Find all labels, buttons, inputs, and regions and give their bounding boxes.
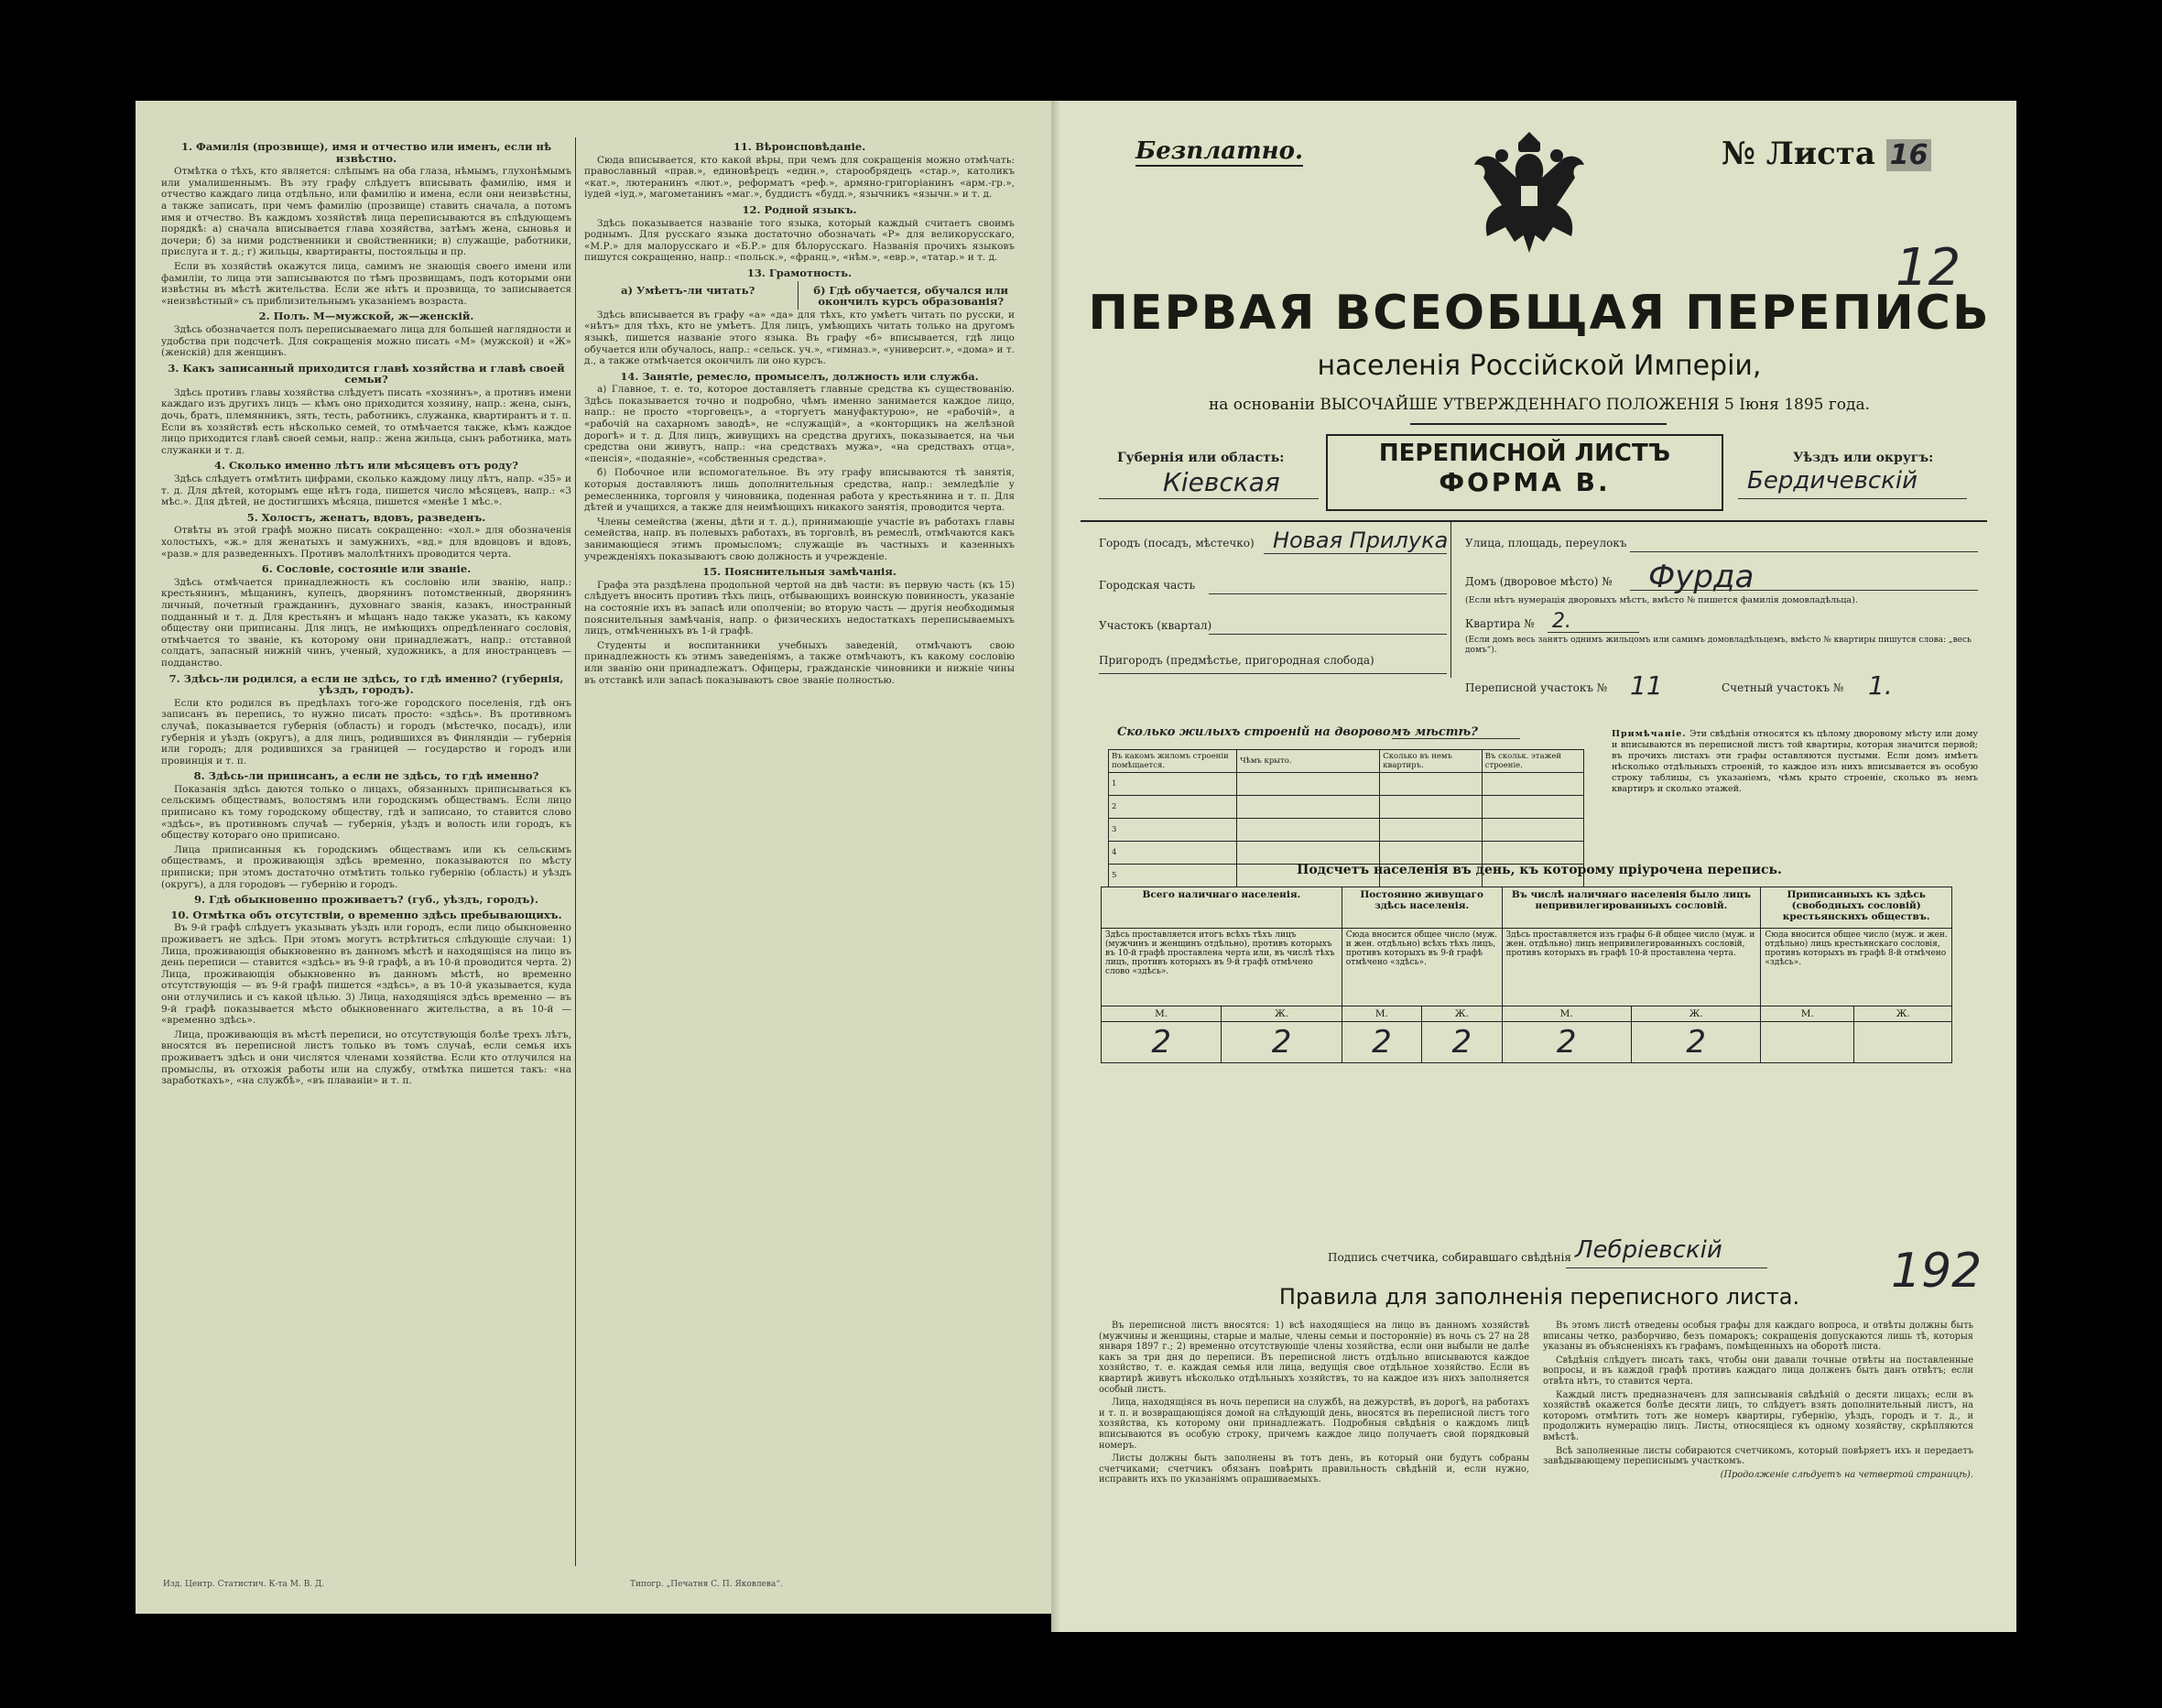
house-label: Домъ (дворовое мѣсто) № [1465,575,1613,588]
sex-label: М. [1502,1006,1631,1022]
summary-value: 2 [1102,1022,1222,1063]
summary-header: Въ числѣ наличнаго населенія было лицъ непривилегированныхъ сословій. [1502,887,1761,929]
section-heading: 6. Сословіе, состояніе или званіе. [261,562,472,576]
section-heading: 11. Вѣроисповѣданіе. [733,140,866,153]
sex-label: М. [1102,1006,1222,1022]
count-area-label: Счетный участокъ № [1722,681,1844,694]
main-title: ПЕРВАЯ ВСЕОБЩАЯ ПЕРЕПИСЬ [1088,286,1991,341]
sex-label: М. [1342,1006,1421,1022]
section-heading: 9. Гдѣ обыкновенно проживаетъ? (губ., уѣздъ, городъ). [194,893,538,907]
section-heading: 7. Здѣсь-ли родился, а если не здѣсь, то гдѣ именно? (губернія, уѣздъ, городъ). [168,671,564,697]
city-line [1264,553,1447,554]
summary-note: Сюда вносится общее число (муж. и жен. отдѣльно) лицъ крестьянскаго сословія, противъ которыхъ въ графѣ 8-й отмѣчено «здѣсь». [1761,929,1952,1006]
section-heading: 10. Отмѣтка объ отсутствіи, о временно здѣсь пребывающихъ. [170,908,562,921]
section-heading: 13. Грамотность. [746,266,853,279]
summary-note: Здѣсь проставляется изъ графы 6-й общее число (муж. и жен. отдѣльно) лицъ непривилегированныхъ сословій, противъ которыхъ въ графѣ 10-й проставлена черта. [1502,929,1761,1006]
summary-value: 2 [1631,1022,1760,1063]
buildings-row-num: 2 [1109,796,1237,819]
signature-label: Подпись счетчика, собиравшаго свѣдѣнія [1328,1251,1571,1264]
section-heading: б) Гдѣ обучается, обучался или окончилъ курсъ образованія? [813,283,1009,309]
city-part-label: Городская часть [1099,579,1196,592]
subtitle: населенія Россійской Имперіи, [1317,350,1762,382]
signature-line [1566,1267,1767,1268]
summary-header: Всего наличнаго населенія. [1102,887,1342,929]
gubernia-value: Кіевская [1163,467,1280,497]
buildings-row-num: 1 [1109,773,1237,796]
rules-column-1: Въ переписной листъ вносятся: 1) всѣ находящіеся на лицо въ данномъ хозяйствѣ (мужчины и женщины, старые и малые, члены семьи и посторонніе) въ ночь съ 27 на 28 января 1897 г.; 2) временно отсутствующіе члены хозяйства, если они выбыли не далѣе какъ за три дня до переписи. Въ переписной листъ отдѣльно вписываются каждое хозяйство, т. е. каждая семья или лица, ведущія свое отдѣльное хозяйство. Если въ квартирѣ живутъ нѣсколько отдѣльныхъ хозяйствъ, то на каждое изъ нихъ заполняется особый листъ. Лица, находящіяся въ ночь переписи на службѣ, на дежурствѣ, въ дорогѣ, на работахъ и т. п. и возвращающіяся домой на слѣдующій день, вносятся въ переписной листъ того хозяйства, къ которому они принадлежатъ. Подробныя свѣдѣнія о каждомъ лицѣ вписываются въ особую строку, причемъ каждое лицо получаетъ свой порядковый номеръ. Листы должны быть заполнены въ тотъ день, въ который они будутъ собраны счетчиками; счетчикъ обязанъ повѣрить правильность свѣдѣній и, если нужно, исправить ихъ по указаніямъ опрашиваемыхъ. [1099,1321,1529,1485]
sheet-no-value: 16 [1886,139,1932,171]
city-part-line [1209,593,1447,594]
census-area-label: Переписной участокъ № [1465,681,1608,694]
rules-footer: (Продолженіе слѣдуетъ на четвертой страницѣ). [1720,1469,1973,1480]
summary-value: 2 [1422,1022,1502,1063]
summary-value: 2 [1342,1022,1421,1063]
sex-label: М. [1761,1006,1854,1022]
rules-title: Правила для заполненія переписного листа. [1278,1284,1800,1310]
summary-note: Сюда вносится общее число (муж. и жен. отдѣльно) всѣхъ тѣхъ лицъ, противъ которыхъ въ 9-й графѣ отмѣчено «здѣсь». [1342,929,1502,1006]
header-block [1081,440,1987,502]
summary-header: Постоянно живущаго здѣсь населенія. [1342,887,1502,929]
buildings-question: Сколько жилыхъ строеній на дворовомъ мѣстѣ? [1117,725,1478,739]
column-divider [575,137,576,1566]
street-label: Улица, площадь, переулокъ [1465,537,1627,549]
plot-line [1209,634,1447,635]
buildings-row-num: 4 [1109,842,1237,865]
left-page [136,101,1062,1614]
gubernia-line [1099,498,1319,499]
house-note: (Если нѣтъ нумерація дворовыхъ мѣстъ, вмѣсто № пишется фамилія домовладѣльца). [1465,595,1858,605]
signature-value: Лебріевскій [1575,1236,1722,1264]
right-page [1062,101,2016,1632]
section-heading: 3. Какъ записанный приходится главѣ хозяйства и главѣ своей семьи? [168,361,565,386]
apt-label: Квартира № [1465,617,1535,630]
free-label: Безплатно. [1135,137,1303,165]
summary-header: Приписанныхъ къ здѣсь (свободныхъ сословій) крестьянскихъ обществъ. [1761,887,1952,929]
form-title: ФОРМА В. [1439,467,1611,497]
basis-line: на основаніи ВЫСОЧАЙШЕ УТВЕРЖДЕННАГО ПОЛОЖЕНІЯ 5 Іюня 1895 года. [1208,396,1871,414]
rules-column-2: Въ этомъ листѣ отведены особыя графы для каждаго вопроса, и отвѣты должны быть вписаны четко, разборчиво, безъ помарокъ; сокращенія допускаются лишь тѣ, которыя указаны въ объясненіяхъ къ графамъ, помѣщенныхъ на оборотѣ листа. Свѣдѣнія слѣдуетъ писать такъ, чтобы они давали точные отвѣты на поставленные вопросы, и въ каждой графѣ противъ каждаго лица долженъ быть данъ отвѣтъ; если отвѣта нѣтъ, то ставится черта. Каждый листъ предназначенъ для записыванія свѣдѣній о десяти лицахъ; если въ хозяйствѣ окажется болѣе десяти лицъ, то слѣдуетъ взять дополнительный листъ, на которомъ отмѣтить тотъ же номеръ квартиры, губернію, уѣздъ, городъ и т. д., и продолжить нумерацію лицъ. Листы, относящіеся къ одному хозяйству, скрѣпляются вмѣстѣ. Всѣ заполненные листы собираются счетчикомъ, который повѣряетъ ихъ и передаетъ завѣдывающему переписнымъ участкомъ. (Продолженіе слѣдуетъ на четвертой страницѣ). [1543,1321,1973,1480]
gubernia-label: Губернія или область: [1117,451,1285,465]
section-heading: 4. Сколько именно лѣтъ или мѣсяцевъ отъ роду? [214,459,518,473]
apt-value: 2. [1552,610,1571,633]
city-label: Городъ (посадъ, мѣстечко) [1099,537,1255,549]
section-heading: 5. Холостъ, женатъ, вдовъ, разведенъ. [246,510,486,524]
buildings-row-num: 3 [1109,819,1237,842]
buildings-header: Чѣмъ крыто. [1237,750,1380,773]
count-area-value: 1. [1868,670,1893,701]
summary-value: 2 [1222,1022,1342,1063]
suburb-line [1099,673,1447,674]
sheet-title: ПЕРЕПИСНОЙ ЛИСТЪ [1378,440,1671,467]
census-area-value: 11 [1630,670,1663,701]
sex-label: Ж. [1422,1006,1502,1022]
summary-value: 2 [1502,1022,1631,1063]
buildings-row-num: 5 [1109,865,1237,887]
section-heading: 8. Здѣсь-ли приписанъ, а если не здѣсь, то гдѣ именно? [193,769,539,783]
sheet-title-box [1326,434,1723,511]
apt-note: (Если домъ весь занятъ однимъ жильцомъ или самимъ домовладѣльцемъ, вмѣсто № квартиры пишутся слова: „весь домъ“). [1465,636,1972,655]
summary-value [1761,1022,1854,1063]
house-line [1630,590,1978,591]
handwritten-page-number: 192 [1891,1244,1983,1299]
summary-note: Здѣсь проставляется итогъ всѣхъ тѣхъ лицъ (мужчинъ и женщинъ отдѣльно), противъ которыхъ въ 10-й графѣ проставлена черта или, въ числѣ тѣхъ лицъ, противъ которыхъ въ 9-й графѣ отмѣчено слово «здѣсь». [1102,929,1342,1006]
section-heading: а) Умѣетъ-ли читать? [621,283,755,297]
section-heading: 12. Родной языкъ. [742,202,857,216]
summary-value [1854,1022,1952,1063]
buildings-header: Въ какомъ жиломъ строеніи помѣщается. [1109,750,1237,773]
plot-label: Участокъ (квартал) [1099,619,1212,632]
uezd-label: Уѣздъ или округъ: [1793,451,1934,465]
sheet-no-label: № Листа 16 [1722,136,1931,172]
section-heading: 15. Пояснительныя замѣчанія. [702,565,896,579]
address-divider [1450,522,1451,678]
summary-table [1101,887,1952,1063]
buildings-header: Въ скольк. этажей строеніе. [1482,750,1583,773]
sex-label: Ж. [1222,1006,1342,1022]
apt-line [1548,632,1639,633]
city-value: Новая Прилука [1273,528,1449,553]
house-value: Фурда [1648,559,1755,595]
footer-left: Изд. Центр. Статистич. К-та М. В. Д. [163,1580,325,1589]
section-heading: 14. Занятіе, ремесло, промыселъ, должность или служба. [620,369,979,383]
buildings-note: Примѣчаніе. Эти свѣдѣнія относятся къ цѣлому дворовому мѣсту или дому и вписываются въ переписной листъ той квартиры, которая значится первой; въ прочихъ листахъ эти графы оставляются пустыми. Если домъ имѣетъ нѣсколько отдѣльныхъ строеній, то каждое изъ нихъ вписывается въ особую строку таблицы, съ указаніемъ, чѣмъ крыто строеніе, сколько въ немъ квартиръ и сколько этажей. [1612,729,1978,794]
section-heading: 2. Полъ. М—мужской, ж—женскій. [258,310,474,323]
double-headed-eagle-icon [1465,128,1593,266]
sex-label: Ж. [1854,1006,1952,1022]
instructions-column-1: 1. Фамилія (прозвище), имя и отчество или именъ, если нѣ извѣстно. Отмѣтка о тѣхъ, кто является: слѣпымъ на оба глаза, нѣмымъ, глухонѣмымъ или умалишеннымъ. Въ эту графу слѣдуетъ вписывать фамилію, имя и отчество каждаго лица отдѣльно, или фамилію и имена, если они неизвѣстны, а также записать, при чемъ фамилію (прозвище) ставить сначала, а потомъ имя и отчество. Въ каждомъ хозяйствѣ лица переписываются въ слѣдующемъ порядкѣ: а) сначала вписывается глава хозяйства, затѣмъ жена, сыновья и дочери; б) за ними родственники и свойственники; в) служащіе, работники, прислуга и т. д.; г) жильцы, квартиранты, постояльцы и пр. Если въ хозяйствѣ окажутся лица, самимъ не знающія своего имени или фамиліи, то лица эти записываются по тѣмъ прозвищамъ, подъ которыми они извѣстны въ мѣстѣ жительства. Если же нѣтъ и прозвища, то записывается «неизвѣстный» съ приблизительнымъ указаніемъ возраста. 2. Полъ. М—мужской, ж—женскій. Здѣсь обозначается полъ переписываемаго лица для большей наглядности и удобства при подсчетѣ. Для сокращенія можно писать «М» (мужской) и «Ж» (женскій) для женщинъ. 3. Какъ записанный приходится главѣ хозяйства и главѣ своей семьи? Здѣсь противъ главы хозяйства слѣдуетъ писать «хозяинъ», а противъ имени каждаго изъ другихъ лицъ — кѣмъ оно приходится хозяину, напр.: жена, сынъ, дочь, братъ, племянникъ, зять, тесть, работникъ, служанка, квартирантъ и т. п. Если въ хозяйствѣ есть нѣсколько семей, то отмѣчается также, кѣмъ каждое лицо приходится главѣ своей семьи, напр.: жена жильца, сынъ работника, мать служанки и т. д. 4. Сколько именно лѣтъ или мѣсяцевъ отъ роду? Здѣсь слѣдуетъ отмѣтить цифрами, сколько каждому лицу лѣтъ, напр. «35» и т. д. Для дѣтей, которымъ еще нѣтъ года, пишется число мѣсяцевъ, напр.: «3 мѣс.». Для дѣтей, не достигшихъ мѣсяца, пишется «менѣе 1 мѣс.». 5. Холостъ, женатъ, вдовъ, разведенъ. Отвѣты въ этой графѣ можно писать сокращенно: «хол.» для обозначенія холостыхъ, «ж.» для женатыхъ и замужнихъ, «вд.» для вдовцовъ и вдовъ, «разв.» для разведенныхъ. Противъ малолѣтнихъ проводится черта. 6. Сословіе, состояніе или званіе. Здѣсь отмѣчается принадлежность къ сословію или званію, напр.: крестьянинъ, мѣщанинъ, купецъ, дворянинъ потомственный, дворянинъ личный, почетный гражданинъ, духовнаго званія, казакъ, иностранный подданный и т. д. Для крестьянъ и мѣщанъ надо также указать, къ какому обществу они приписаны. Для лицъ, не имѣющихъ опредѣленнаго сословія, отмѣчается то званіе, къ которому они принадлежатъ, напр.: отставной солдатъ, запасный нижній чинъ, ученый, художникъ, а для иностранцевъ — подданство. 7. Здѣсь-ли родился, а если не здѣсь, то гдѣ именно? (губернія, уѣздъ, городъ). Если кто родился въ предѣлахъ того-же городского поселенія, гдѣ онъ записанъ въ перепись, то нужно писать просто: «здѣсь». Въ противномъ случаѣ, показывается губернія (область) и городъ (мѣстечко, посадъ), или губернія и уѣздъ (округъ), а для лицъ, родившихся въ Финляндіи — губернія или городъ; для родившихся за границей — государство и городъ или провинція и т. п. 8. Здѣсь-ли приписанъ, а если не здѣсь, то гдѣ именно? Показанія здѣсь даются только о лицахъ, обязанныхъ приписываться къ сельскимъ обществамъ, волостямъ или городскимъ обществамъ. Если лицо приписано къ тому городскому обществу, гдѣ и записано, то ставится слово «здѣсь», въ противномъ случаѣ — губернія, уѣздъ и волость или городъ, къ обществу котораго оно приписано. Лица приписанныя къ городскимъ обществамъ или къ сельскимъ обществамъ, и проживающія здѣсь временно, показываются по мѣсту приписки; при этомъ достаточно отмѣтить только губернію (область) и уѣздъ (округъ), а для городовъ — губернію и городъ. 9. Гдѣ обыкновенно проживаетъ? (губ., уѣздъ, городъ). 10. Отмѣтка объ отсутствіи, о временно здѣсь пребывающихъ. Въ 9-й графѣ слѣдуетъ указывать уѣздъ или городъ, если лицо обыкновенно проживаетъ не здѣсь. При этомъ могутъ встрѣтиться слѣдующіе случаи: 1) Лица, проживающія обыкновенно въ данномъ мѣстѣ и находящіяся на лицо въ день переписи — ставится «здѣсь» въ 9-й графѣ, а въ 10-й проводится черта. 2) Лица, проживающія обыкновенно въ данномъ мѣстѣ, но временно отсутствующія — въ 9-й графѣ пишется «здѣсь», а въ 10-й указывается, куда они отлучились и съ какой цѣлью. 3) Лица, находящіяся здѣсь временно — въ 9-й графѣ показывается мѣсто обыкновеннаго жительства, а въ 10-й — «временно здѣсь». Лица, проживающія въ мѣстѣ переписи, но отсутствующія болѣе трехъ лѣтъ, вносятся въ переписной листъ только въ томъ случаѣ, если семья ихъ проживаетъ здѣсь и они числятся членами хозяйства. Если кто отлучился на промыслы, въ отхожія работы или на службу, отмѣтка пишется такъ: «на заработкахъ», «на службѣ», «въ плаваніи» и т. п. [161,140,571,1087]
summary-title: Подсчетъ населенія въ день, къ которому пріурочена перепись. [1297,863,1782,877]
buildings-header: Сколько въ немъ квартиръ. [1380,750,1483,773]
corner-number: 12 [1896,238,1961,298]
buildings-line [1392,738,1520,739]
uezd-line [1738,498,1967,499]
uezd-value: Бердичевскій [1747,467,1918,495]
sex-label: Ж. [1631,1006,1760,1022]
section-heading: 1. Фамилія (прозвище), имя и отчество или именъ, если нѣ извѣстно. [180,140,552,165]
title-rule [1410,423,1667,425]
footer-right: Типогр. „Печатня С. П. Яковлева“. [630,1580,783,1589]
suburb-label: Пригородъ (предмѣстье, пригородная слобода) [1099,654,1374,667]
instructions-column-2: 11. Вѣроисповѣданіе. Сюда вписывается, кто какой вѣры, при чемъ для сокращенія можно отмѣчать: православный «прав.», единовѣрецъ «един.», старообрядецъ «стар.», католикъ «кат.», лютеранинъ «лют.», реформатъ «реф.», армяно-григоріанинъ «арм.-гр.», іудей «іуд.», магометанинъ «маг.», буддистъ «будд.», язычникъ «язычн.» и т. д. 12. Родной языкъ. Здѣсь показывается названіе того языка, который каждый считаетъ своимъ роднымъ. Для русскаго языка достаточно обозначать «Р» для великорусскаго, «М.Р.» для малорусскаго и «Б.Р.» для бѣлорусскаго. Названія прочихъ языковъ пишутся сокращенно, напр.: «польск.», «франц.», «нѣм.», «евр.», «татар.» и т. д. 13. Грамотность. а) Умѣетъ-ли читать? б) Гдѣ обучается, обучался или окончилъ курсъ образованія? Здѣсь вписывается въ графу «а» «да» для тѣхъ, кто умѣетъ читать по русски, и «нѣтъ» для тѣхъ, кто не умѣетъ. Для лицъ, умѣющихъ читать только на другомъ языкѣ, пишется названіе этого языка. Въ графу «б» вписывается, гдѣ лицо обучается или обучалось, напр.: «сельск. уч.», «гимназ.», «университ.», «дома» и т. д., а также отмѣчается окончилъ ли оно курсъ. 14. Занятіе, ремесло, промыселъ, должность или служба. а) Главное, т. е. то, которое доставляетъ главные средства къ существованію. Здѣсь показывается точно и подробно, чѣмъ именно занимается каждое лицо, напр.: не просто «торговецъ», а «торгуетъ мануфактурою», не «рабочій», а «рабочій на сахарномъ заводѣ», не «служащій», а «конторщикъ на желѣзной дорогѣ» и т. д. Для лицъ, живущихъ на средства другихъ, показывается, на чьи средства они живутъ, напр.: «на средствахъ мужа», «на средствахъ отца», «пенсія», «подаяніе», «собственныя средства». б) Побочное или вспомогательное. Въ эту графу вписываются тѣ занятія, которыя доставляютъ лишь дополнительныя средства, напр.: земледѣліе у ремесленника, торговля у чиновника, поденная работа у крестьянина и т. п. Для дѣтей и учащихся, а также для неимѣющихъ никакого занятія, проводится черта. Члены семейства (жены, дѣти и т. д.), принимающіе участіе въ работахъ главы семейства, напр. въ полевыхъ работахъ, въ торговлѣ, въ ремеслѣ, отмѣчаются какъ занимающіеся этимъ промысломъ; служащіе въ частныхъ и казенныхъ учрежденіяхъ показываютъ свою должность и учрежденіе. 15. Пояснительныя замѣчанія. Графа эта раздѣлена продольной чертой на двѣ части: въ первую часть (къ 15) слѣдуетъ вносить противъ тѣхъ лицъ, отбывающихъ воинскую повинность, указаніе на состояніе ихъ въ запасѣ или ополченіи; во вторую часть — другія необходимыя пояснительныя замѣчанія, напр. о физическихъ недостаткахъ переписываемыхъ лицъ, отмѣченныхъ въ 1-й графѣ. Студенты и воспитанники учебныхъ заведеній, отмѣчаютъ свою принадлежность къ этимъ заведеніямъ, а также отмѣчаютъ, къ какому сословію или званію они принадлежатъ. Офицеры, гражданскіе чиновники и нижніе чины въ отставкѣ или запасѣ показываютъ свое званіе полностью. [584,140,1015,686]
street-line [1630,551,1978,552]
